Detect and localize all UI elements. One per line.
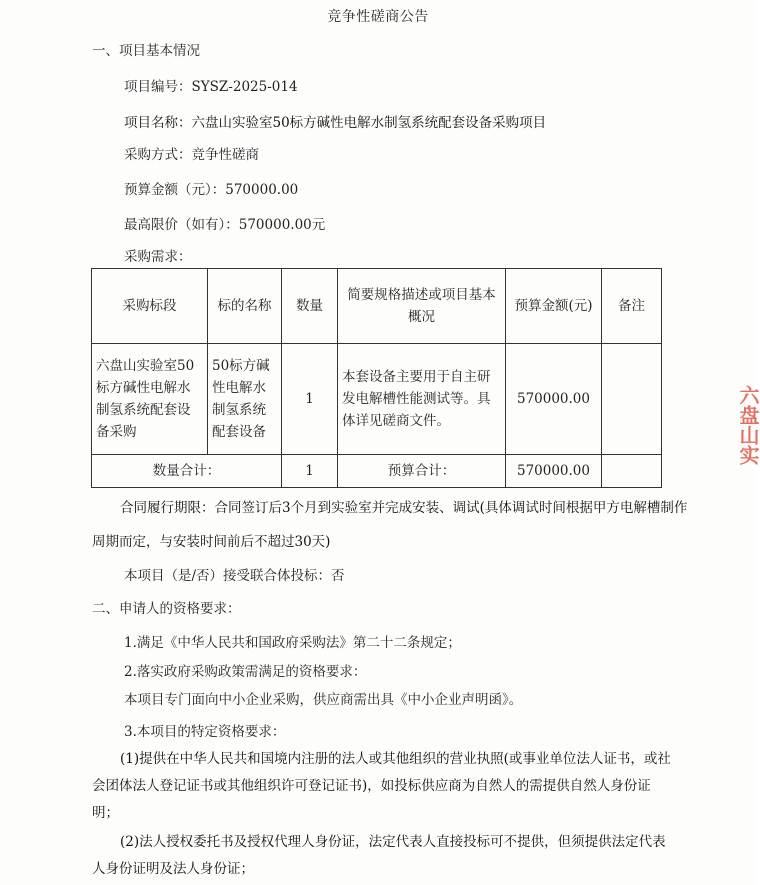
cell-budget: 570000.00 [506, 344, 602, 455]
project-name: 项目名称：六盘山实验室50标方碱性电解水制氢系统配套设备采购项目 [124, 115, 547, 131]
section2-heading: 二、申请人的资格要求： [92, 601, 241, 617]
qualification-3-1: (1)提供在中华人民共和国境内注册的法人或其他组织的营业执照(或事业单位法人证书，或社会团体法人登记证书或其他组织许可登记证书)，如投标供应商为自然人的需提供自然人身份证明； [92, 751, 671, 821]
red-seal-stamp: 六盘山实 [736, 385, 760, 465]
qualification-3-2: (2)法人授权委托书及授权代理人身份证，法定代表人直接投标可不提供，但须提供法定代表人身份证明及法人身份证； [92, 834, 666, 877]
footer-budget-label: 预算合计： [338, 455, 506, 488]
contract-period: 合同履行期限：合同签订后3个月到实验室并完成安装、调试(具体调试时间根据甲方电解槽制作周期而定，与安装时间前后不超过30天) [92, 500, 688, 550]
procurement-method: 采购方式：竞争性磋商 [124, 147, 259, 163]
header-item: 标的名称 [208, 269, 282, 344]
requirements-label: 采购需求： [124, 249, 192, 265]
header-desc: 简要规格描述或项目基本概况 [338, 269, 506, 344]
qualification-3: 3.本项目的特定资格要求： [124, 724, 286, 740]
page-title: 竞争性磋商公告 [327, 9, 429, 25]
header-note: 备注 [602, 269, 662, 344]
table-row [92, 344, 662, 455]
header-budget: 预算金额(元) [506, 269, 602, 344]
budget-amount: 预算金额（元）：570000.00 [124, 182, 299, 198]
cell-item: 50标方碱性电解水制氢系统配套设备 [208, 344, 282, 455]
footer-qty: 1 [282, 455, 338, 488]
header-qty: 数量 [282, 269, 338, 344]
footer-note [602, 455, 662, 488]
qualification-2: 2.落实政府采购政策需满足的资格要求： [124, 664, 367, 680]
qualification-2-detail: 本项目专门面向中小企业采购，供应商需出具《中小企业声明函》。 [124, 692, 523, 708]
cell-note [602, 344, 662, 455]
requirements-table [91, 268, 662, 488]
cell-qty: 1 [282, 344, 338, 455]
consortium: 本项目（是/否）接受联合体投标：否 [124, 568, 345, 584]
cell-desc: 本套设备主要用于自主研发电解槽性能测试等。具体详见磋商文件。 [338, 344, 506, 455]
cell-lot: 六盘山实验室50标方碱性电解水制氢系统配套设备采购 [92, 344, 208, 455]
table-header-row [92, 269, 662, 344]
table-footer-row [92, 455, 662, 488]
section1-heading: 一、项目基本情况 [92, 43, 200, 59]
footer-qty-label: 数量合计： [92, 455, 282, 488]
header-lot: 采购标段 [92, 269, 208, 344]
project-number: 项目编号：SYSZ-2025-014 [124, 79, 298, 95]
max-price: 最高限价（如有）：570000.00元 [124, 217, 326, 233]
footer-budget: 570000.00 [506, 455, 602, 488]
qualification-1: 1.满足《中华人民共和国政府采购法》第二十二条规定； [124, 635, 461, 651]
